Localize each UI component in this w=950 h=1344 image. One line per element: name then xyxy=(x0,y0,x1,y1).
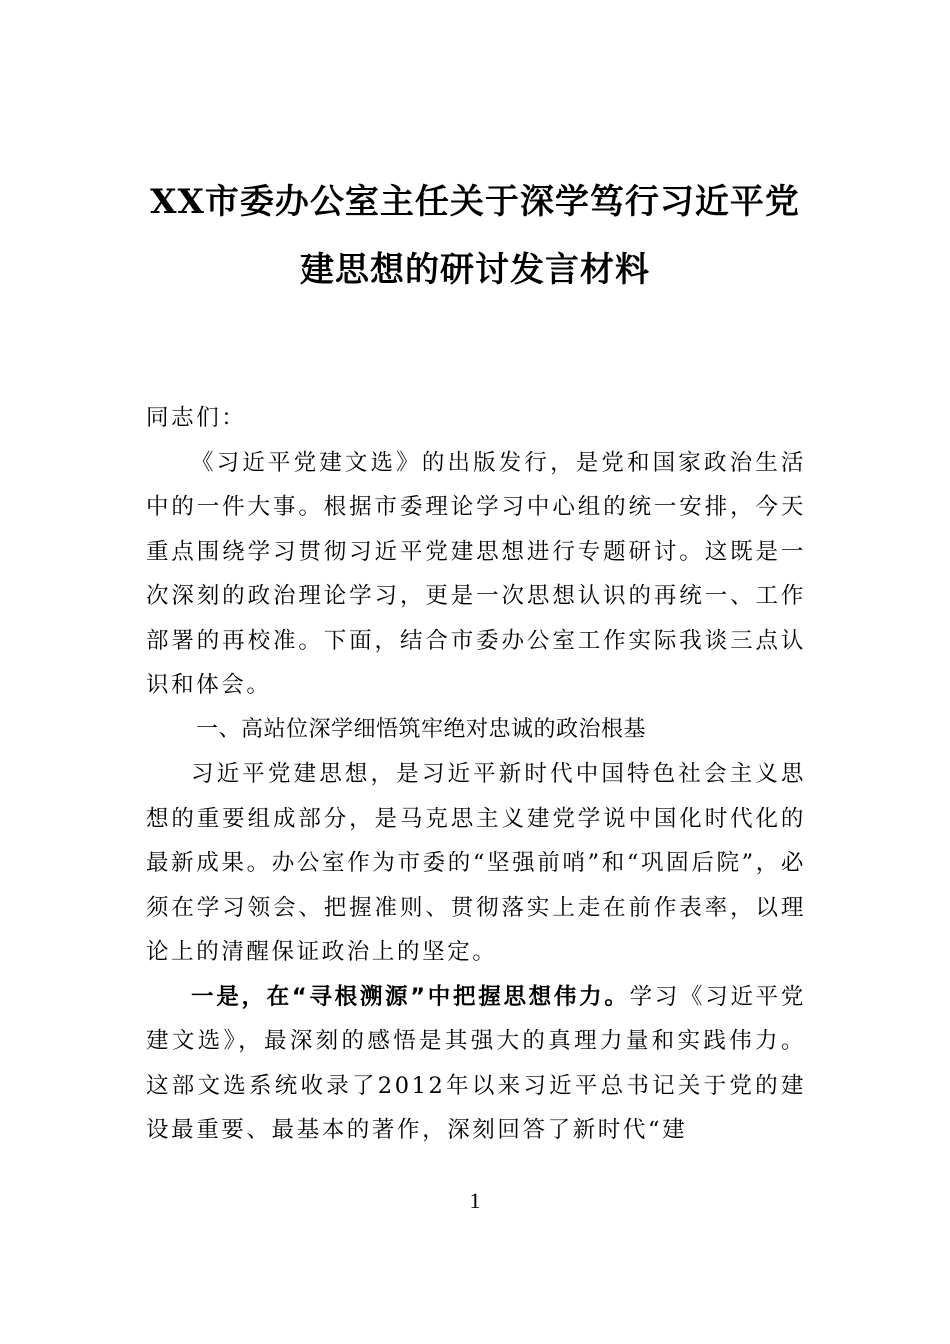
document-body xyxy=(146,396,806,1153)
point-1-text: 学习《习近平党建文选》，最深刻的感悟是其强大的真理力量和实践伟力。这部文选系统收录了2012年以来习近平总书记关于党的建设最重要、最基本的著作，深刻回答了新时代“建 xyxy=(146,983,806,1143)
point-1-lead: 一是，在“寻根溯源”中把握思想伟力。 xyxy=(191,983,630,1010)
paragraph-section-1: 习近平党建思想，是习近平新时代中国特色社会主义思想的重要组成部分，是马克思主义建党学说中国化时代化的最新成果。办公室作为市委的“坚强前哨”和“巩固后院”，必须在学习领会、把握准则、贯彻落实上走在前作表率，以理论上的清醒保证政治上的坚定。 xyxy=(146,761,806,965)
document-title xyxy=(120,168,830,304)
paragraph-intro: 《习近平党建文选》的出版发行，是党和国家政治生活中的一件大事。根据市委理论学习中心组的统一安排，今天重点围绕学习贯彻习近平党建思想进行专题研讨。这既是一次深刻的政治理论学习，更是一次思想认识的再统一、工作部署的再校准。下面，结合市委办公室工作实际我谈三点认识和体会。 xyxy=(146,449,806,698)
paragraph-point-1 xyxy=(146,975,806,1153)
page-number: 1 xyxy=(469,1188,481,1213)
salutation: 同志们： xyxy=(146,405,247,431)
section-heading-1: 一、高站位深学细悟筑牢绝对忠诚的政治根基 xyxy=(196,716,647,742)
title-line-1: XX市委办公室主任关于深学笃行习近平党 xyxy=(150,182,800,222)
title-line-2: 建思想的研讨发言材料 xyxy=(300,250,650,290)
